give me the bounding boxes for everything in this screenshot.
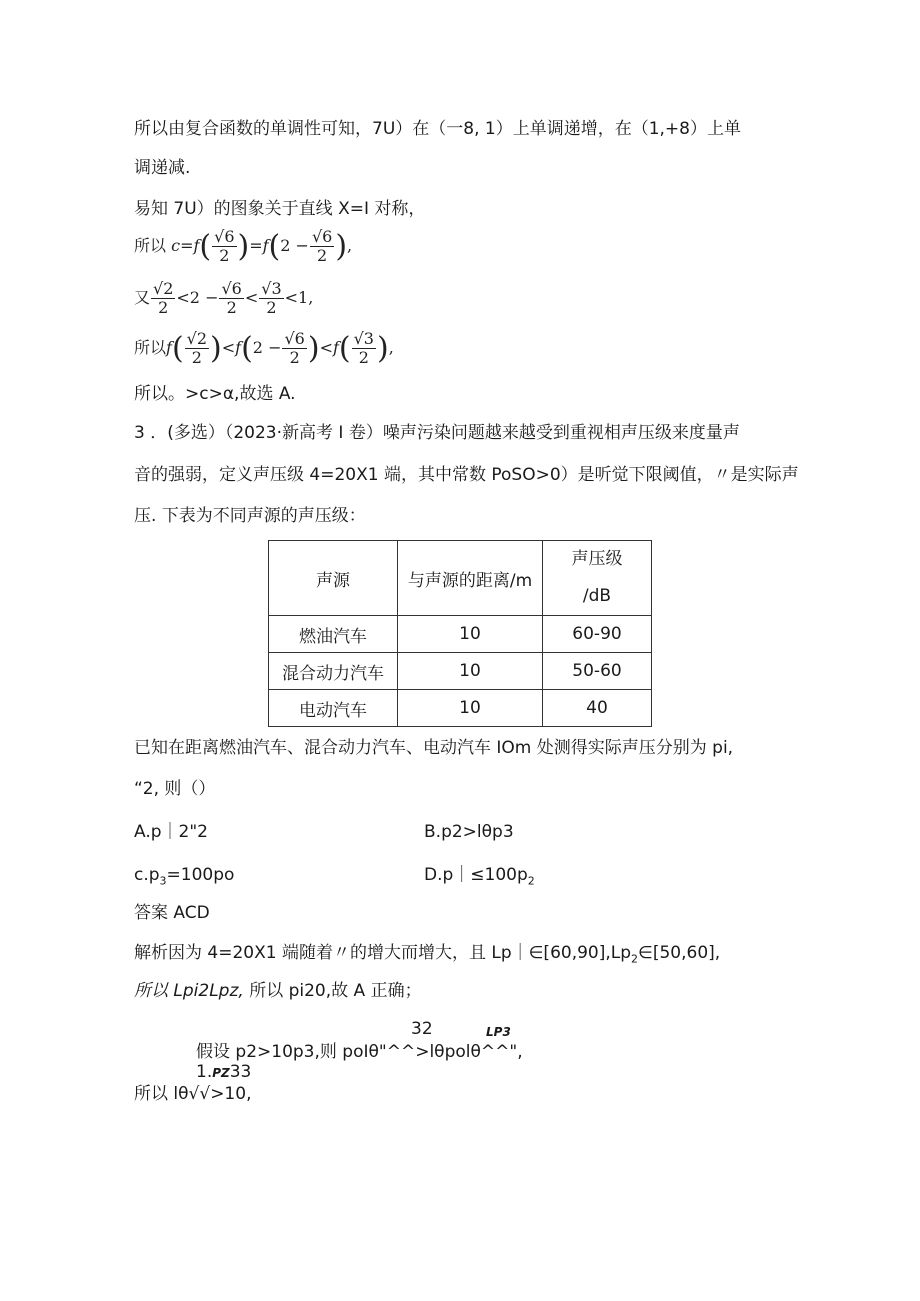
math-line-1: 所以 c=f( $\frac{√6}{2}$ )=f(2 − $\frac{√6}{2}$ ), — [134, 227, 353, 265]
table-row — [269, 653, 652, 690]
option-d: $D.p|\le 100p_2$ — [424, 865, 535, 888]
text-line-last: 所以 lθ√√>10, — [134, 1084, 252, 1104]
formula-top-2: LP3 — [486, 1025, 511, 1039]
math-line-2: 又 $\frac{√2}{2}$ <2 − $\frac{√6}{2}$ < $\frac{√3}{2}$ <1, — [134, 279, 314, 317]
text-line-3: 易知 7U）的图象关于直线 X=I 对称， — [134, 199, 426, 219]
table-cell: 60-90 — [543, 616, 652, 653]
text-line-1: 所以由复合函数的单调性可知，7U）在（一8, 1）上单调递增，在（1,+8）上单 — [134, 119, 741, 139]
explanation-line-2: 所以 Lpi2Lpz, 所以 pi20,故 A 正确； — [134, 981, 422, 1001]
text-line-9: “2, 则（） — [134, 779, 216, 799]
text-line-4: 所以。>c>α,故选 A. — [134, 384, 296, 404]
table-header: 声压级 /dB — [543, 541, 652, 616]
explanation-line-1: 解析因为 4=20X1 端随着〃的增大而增大，且 $Lp|\in[60,90],Lp_2\in[50,60]$, — [134, 943, 721, 966]
table-cell: 10 — [398, 690, 543, 727]
option-b: B.p2>lθp3 — [424, 822, 514, 842]
answer-line: 答案 ACD — [134, 903, 210, 923]
table-cell: 40 — [543, 690, 652, 727]
text-line-8: 已知在距离燃油汽车、混合动力汽车、电动汽车 IOm 处测得实际声压分别为 pi, — [134, 738, 734, 758]
formula-top-1: 32 — [411, 1019, 433, 1039]
table-cell: 混合动力汽车 — [269, 653, 398, 690]
table-cell: 50-60 — [543, 653, 652, 690]
table-cell: 10 — [398, 616, 543, 653]
option-a: A.p｜2"2 — [134, 822, 208, 842]
table-header-row — [269, 541, 652, 616]
question-3-line-2: 音的强弱，定义声压级 4=20X1 端，其中常数 PoSO>0）是听觉下限阈值，〃是实际声 — [134, 465, 799, 485]
table-header: 声源 — [269, 541, 398, 616]
table-row — [269, 616, 652, 653]
formula-middle: 假设 p2>10p3,则 poIθ"^^>lθpolθ^^", — [196, 1042, 523, 1062]
table-row — [269, 690, 652, 727]
table-cell: 10 — [398, 653, 543, 690]
sound-level-table — [268, 540, 652, 727]
question-3-line-3: 压. 下表为不同声源的声压级： — [134, 506, 366, 526]
option-c: $c.p_3=100po$ — [134, 865, 235, 888]
text-line-2: 调递减. — [134, 158, 191, 178]
table-cell: 电动汽车 — [269, 690, 398, 727]
question-3-line-1: 3 ．(多选）（2023·新高考 I 卷）噪声污染问题越来越受到重视相声压级来度量声 — [134, 423, 740, 443]
table-cell: 燃油汽车 — [269, 616, 398, 653]
table-header: 与声源的距离/m — [398, 541, 543, 616]
formula-bottom: 1.PZ33 — [196, 1062, 252, 1082]
math-line-3: 所以f( $\frac{√2}{2}$ )<f(2 − $\frac{√6}{2}$ )<f( $\frac{√3}{2}$ ), — [134, 329, 394, 367]
